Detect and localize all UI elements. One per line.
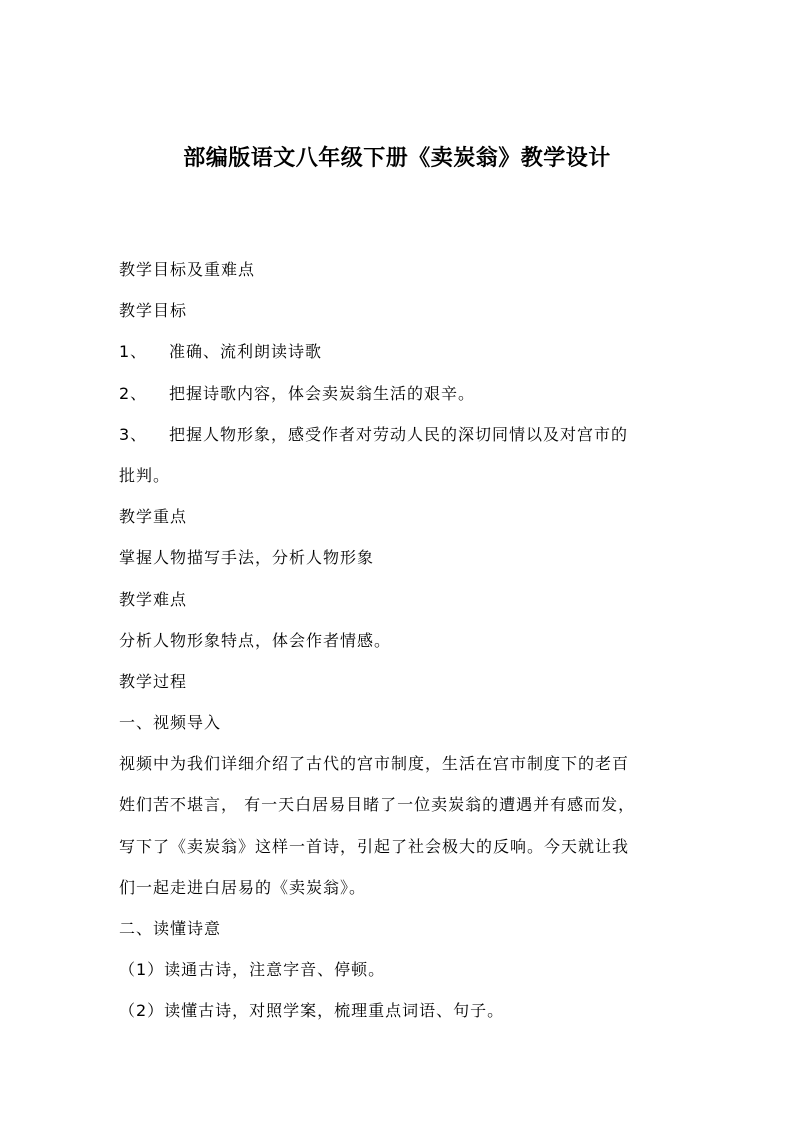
goal-number: 2、 bbox=[119, 383, 148, 403]
difficulty-text: 分析人物形象特点，体会作者情感。 bbox=[119, 630, 392, 650]
goal-text: 把握诗歌内容，体会卖炭翁生活的艰辛。 bbox=[169, 383, 476, 403]
step2-item-2: （2）读懂古诗，对照学案，梳理重点词语、句子。 bbox=[119, 1001, 505, 1021]
goal-text: 准确、流利朗读诗歌 bbox=[169, 342, 323, 362]
step1-paragraph-line: 写下了《卖炭翁》这样一首诗，引起了社会极大的反响。今天就让我 bbox=[119, 836, 630, 856]
goal-text: 把握人物形象，感受作者对劳动人民的深切同情以及对宫市的 bbox=[169, 424, 629, 444]
step1-paragraph-line: 们一起走进白居易的《卖炭翁》。 bbox=[119, 877, 367, 897]
process-heading: 教学过程 bbox=[119, 671, 188, 691]
goal-number: 3、 bbox=[119, 424, 148, 444]
step1-heading: 一、视频导入 bbox=[119, 713, 222, 733]
key-heading: 教学重点 bbox=[119, 507, 188, 527]
goal-item-2 bbox=[119, 373, 679, 414]
difficulty-heading: 教学难点 bbox=[119, 589, 188, 609]
goal-number: 1、 bbox=[119, 342, 148, 362]
key-text: 掌握人物描写手法，分析人物形象 bbox=[119, 548, 375, 568]
goal-item-3-continued: 批判。 bbox=[119, 465, 171, 485]
goal-item-1 bbox=[119, 331, 679, 372]
document-title: 部编版语文八年级下册《卖炭翁》教学设计 bbox=[183, 146, 611, 171]
step2-heading: 二、读懂诗意 bbox=[119, 919, 222, 938]
document-body bbox=[119, 249, 679, 1032]
step1-paragraph-line: 姓们苦不堪言， 有一天白居易目睹了一位卖炭翁的遭遇并有感而发， bbox=[119, 795, 636, 815]
step2-item-1: （1）读通古诗，注意字音、停顿。 bbox=[119, 960, 386, 980]
objectives-heading: 教学目标及重难点 bbox=[119, 260, 256, 279]
goal-item-3 bbox=[119, 414, 679, 455]
step1-paragraph-line: 视频中为我们详细介绍了古代的宫市制度，生活在宫市制度下的老百 bbox=[119, 754, 630, 774]
goals-heading: 教学目标 bbox=[119, 301, 188, 321]
